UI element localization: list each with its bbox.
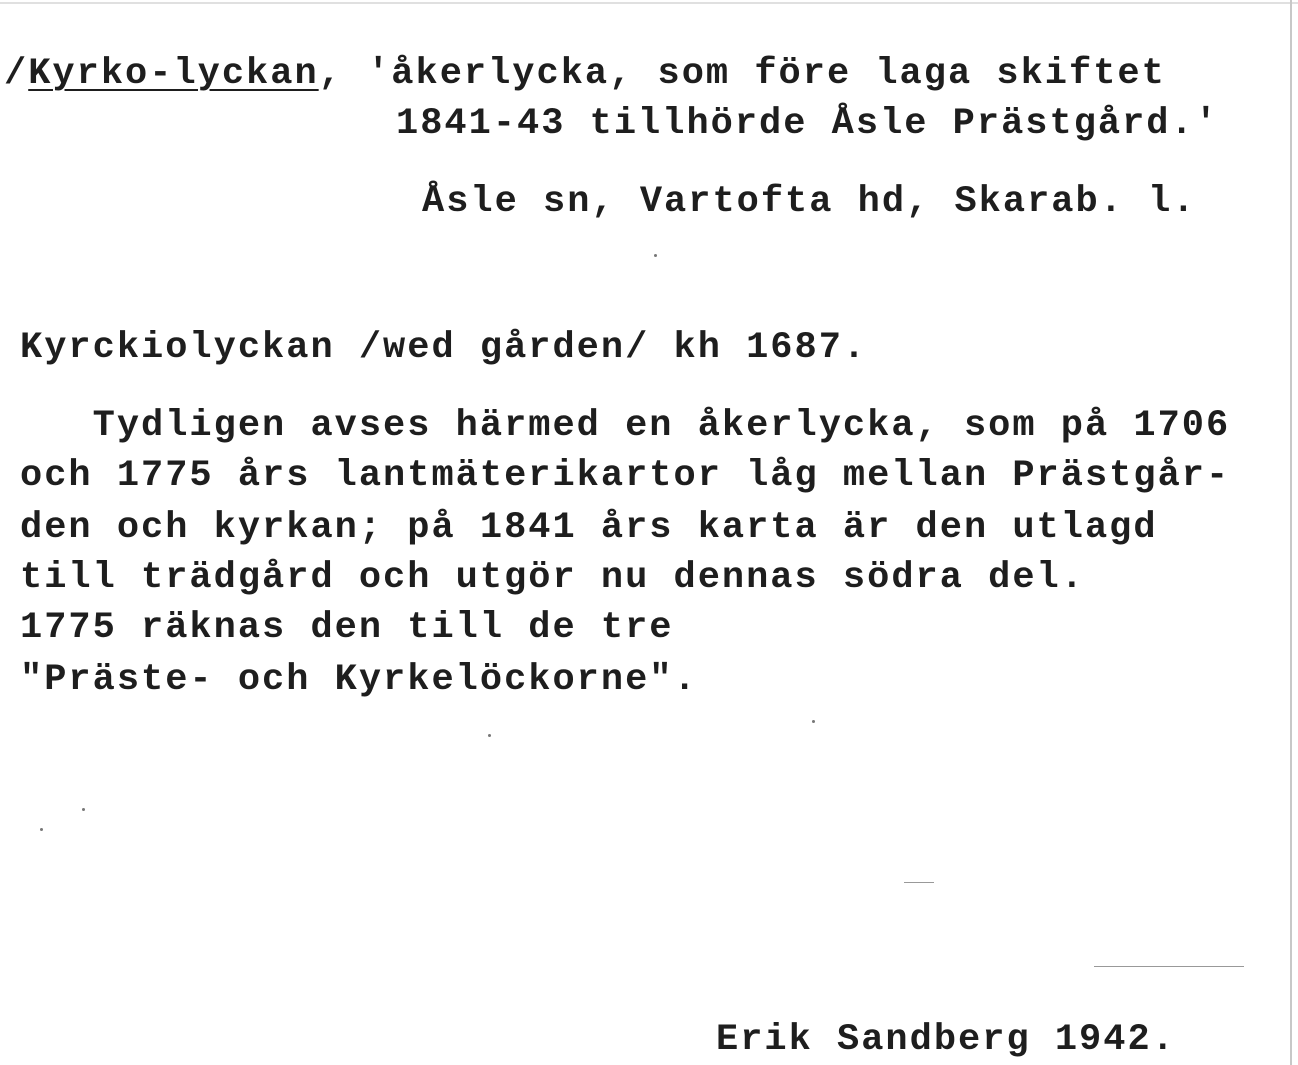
heading-mark: / xyxy=(4,53,29,95)
scan-mark xyxy=(1094,966,1244,967)
body-line-5: 1775 räknas den till de tre xyxy=(20,607,674,649)
location-line: Åsle sn, Vartofta hd, Skarab. l. xyxy=(422,181,1197,223)
scan-speck xyxy=(40,828,43,831)
scan-speck xyxy=(82,808,85,811)
heading-description: , 'åkerlycka, som före laga skiftet xyxy=(318,53,1166,95)
body-line-2: och 1775 års lantmäterikartor låg mellan Prästgår- xyxy=(20,455,1231,497)
body-line-4: till trädgård och utgör nu dennas södra del. xyxy=(20,557,1085,599)
place-name: Kyrko-lyckan xyxy=(28,53,319,95)
historical-form-line: Kyrckiolyckan /wed gården/ kh 1687. xyxy=(20,327,868,369)
scan-speck xyxy=(812,720,815,723)
scan-speck xyxy=(488,734,491,737)
scan-speck xyxy=(654,254,657,257)
scan-mark xyxy=(904,882,934,883)
body-line-6: "Präste- och Kyrkelöckorne". xyxy=(20,659,698,701)
heading-line-1 xyxy=(4,52,1166,96)
heading-line-2: 1841-43 tillhörde Åsle Prästgård.' xyxy=(396,103,1219,145)
signature: Erik Sandberg 1942. xyxy=(716,1019,1176,1061)
card-right-edge xyxy=(1290,0,1292,1065)
card-top-edge xyxy=(0,2,1298,4)
body-line-1: Tydligen avses härmed en åkerlycka, som på 1706 xyxy=(20,405,1231,447)
body-line-3: den och kyrkan; på 1841 års karta är den utlagd xyxy=(20,507,1158,549)
